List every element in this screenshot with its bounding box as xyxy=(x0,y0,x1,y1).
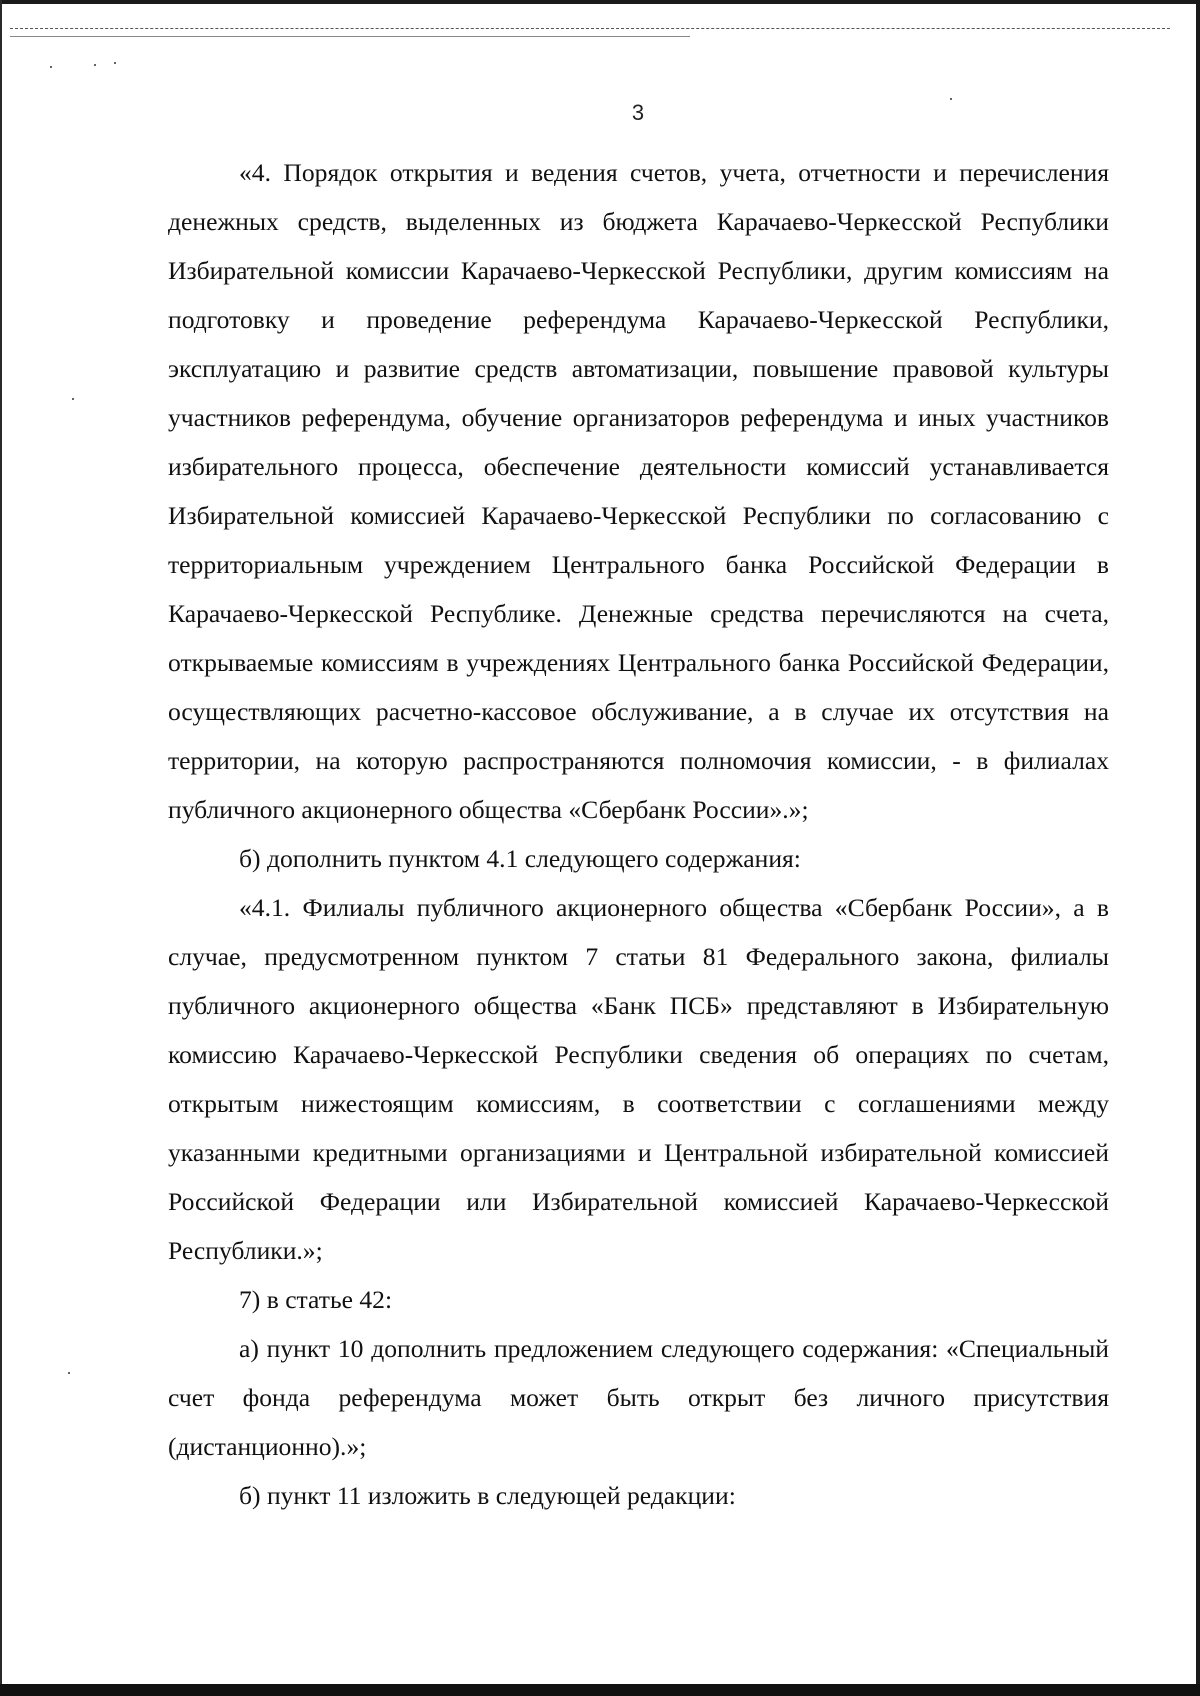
paragraph-clause-4-1: «4.1. Филиалы публичного акционерного общества «Сбербанк России», а в случае, предусмотренном пунктом 7 статьи 81 Федерального закона, филиалы публичного акционерного общества «Банк ПСБ» представляют в Избирательную комиссию Карачаево-Черкесской Республики сведения об операциях по счетам, открытым нижестоящим комиссиям, в соответствии с соглашениями между указанными кредитными организациями и Центральной избирательной комиссией Российской Федерации или Избирательной комиссией Карачаево-Черкесской Республики.»; xyxy=(168,893,1109,1265)
scan-speck xyxy=(50,66,52,68)
scan-speck xyxy=(114,62,116,64)
scan-speck xyxy=(72,398,74,400)
scan-edge-right xyxy=(1196,0,1200,1696)
scan-speck xyxy=(94,64,96,66)
paragraph-amendment-b-11: б) пункт 11 изложить в следующей редакции: xyxy=(239,1481,736,1510)
scan-edge-bottom xyxy=(0,1684,1200,1696)
scan-artifact-rule xyxy=(10,28,1170,29)
scan-artifact-rule-secondary xyxy=(10,36,690,37)
paragraph-clause-4: «4. Порядок открытия и ведения счетов, учета, отчетности и перечисления денежных средств, выделенных из бюджета Карачаево-Черкесской Республики Избирательной комиссии Карачаево-Черкесской Республики, другим комиссиям на подготовку и проведение референдума Карачаево-Черкесской Республики, эксплуатацию и развитие средств автоматизации, повышение правовой культуры участников референдума, обучение организаторов референдума и иных участников избирательного процесса, обеспечение деятельности комиссий устанавливается Избирательной комиссией Карачаево-Черкесской Республики по согласованию с территориальным учреждением Центрального банка Российской Федерации в Карачаево-Черкесской Республике. Денежные средства перечисляются на счета, открываемые комиссиям в учреждениях Центрального банка Российской Федерации, осуществляющих расчетно-кассовое обслуживание, а в случае их отсутствия на территории, на которую распространяются полномочия комиссии, - в филиалах публичного акционерного общества «Сбербанк России».»; xyxy=(168,158,1109,824)
document-body xyxy=(168,148,1109,1520)
scan-edge-left xyxy=(0,0,2,1696)
paragraph-item-7: 7) в статье 42: xyxy=(239,1285,393,1314)
scan-speck xyxy=(68,1372,70,1374)
scan-edge-top xyxy=(0,0,1200,4)
paragraph-amendment-a: а) пункт 10 дополнить предложением следующего содержания: «Специальный счет фонда референдума может быть открыт без личного присутствия (дистанционно).»; xyxy=(168,1334,1109,1461)
paragraph-amendment-b: б) дополнить пунктом 4.1 следующего содержания: xyxy=(239,844,801,873)
page-number: 3 xyxy=(631,100,645,125)
